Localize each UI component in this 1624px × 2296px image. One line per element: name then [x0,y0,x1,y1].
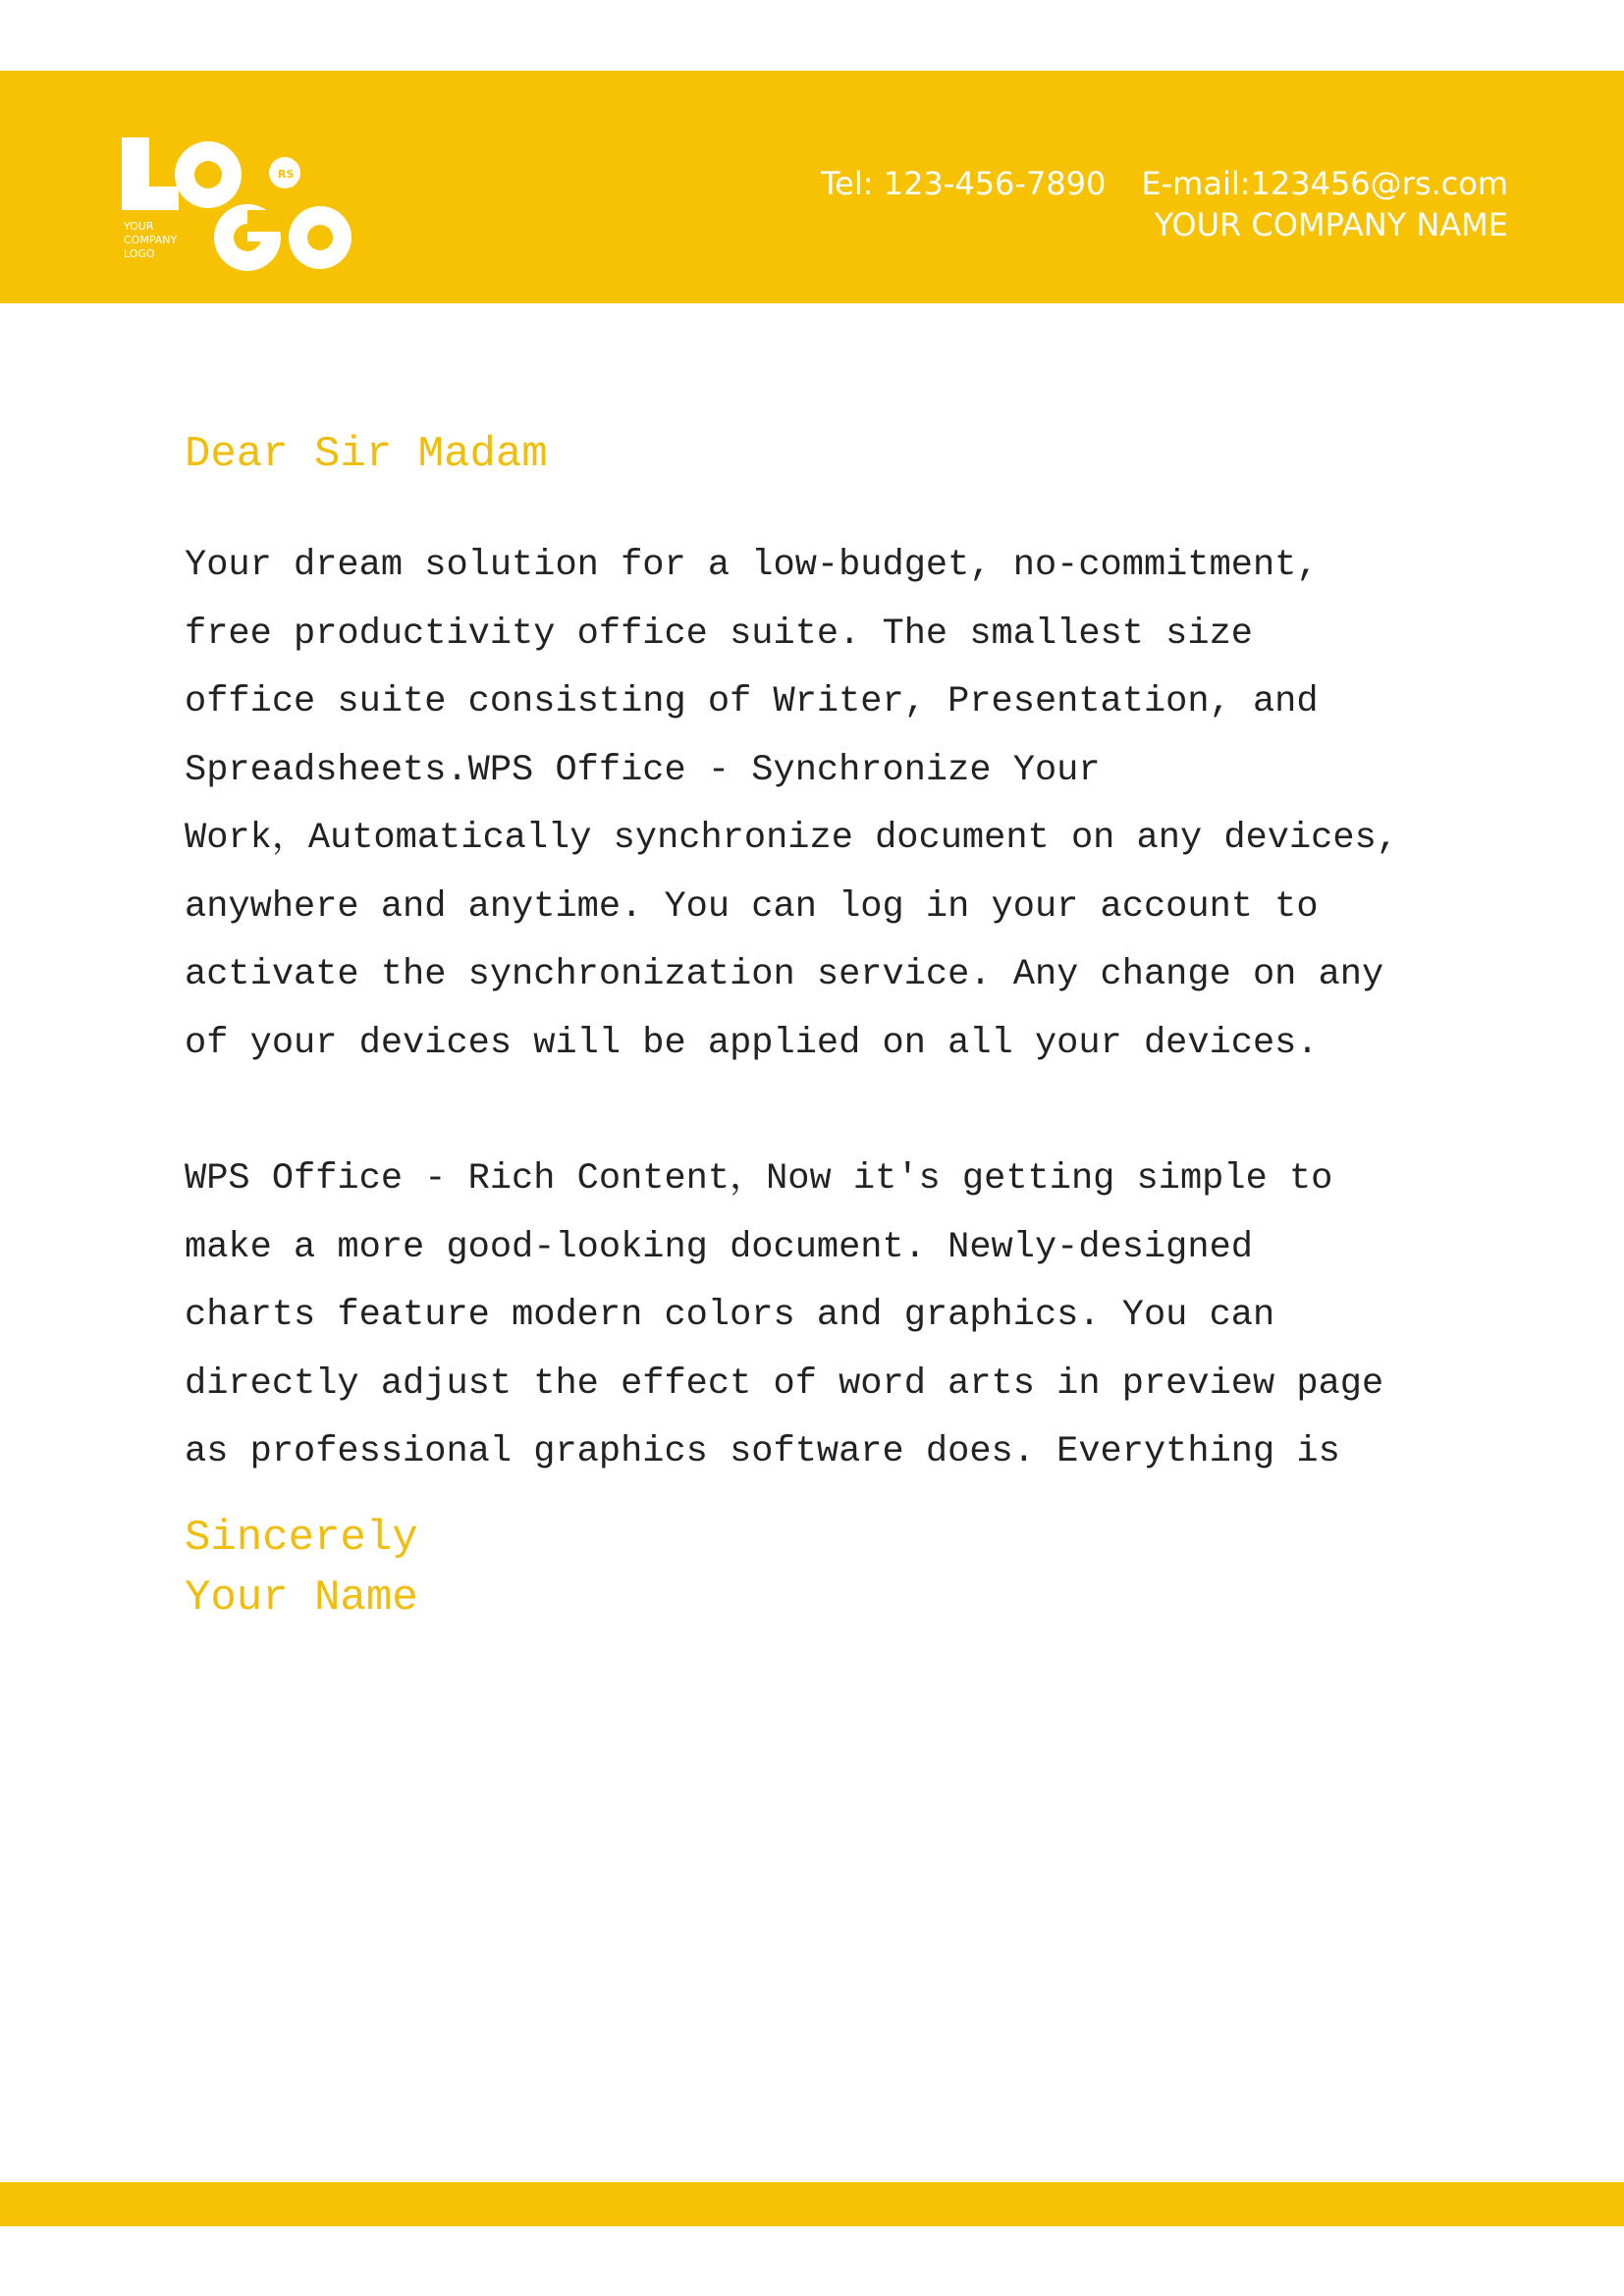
email-address[interactable]: E-mail:123456@rs.com [1141,165,1508,202]
footer-band [0,2182,1624,2226]
company-name: YOUR COMPANY NAME [1154,206,1508,243]
contact-row [821,163,1508,204]
logo-tagline-line3: LOGO [124,247,155,260]
signature-name: Your Name [185,1573,418,1623]
contact-block [821,163,1508,245]
paragraph-2: WPS Office - Rich Content，Now it's getting simple to make a more good-looking document. Newly-designed charts feature modern colors and graphics. You can directly adjust the effect of word arts in preview page as professional graphics software does. Everything is [185,1158,1384,1472]
logo-badge-text: RS [278,168,295,181]
closing-block [185,1509,1481,1629]
paragraph-1: Your dream solution for a low-budget, no-commitment, free productivity office suite. The smallest size office suite consisting of Writer, Presentation, and Spreadsheets.WPS Office - Synchronize Your Work，Automatically synchronize document on any devices, anywhere and anytime. You can log in your account to activate the synchronization service. Any change on any of your devices will be applied on all your devices. [185,545,1398,1064]
letter-body [185,420,1481,1629]
telephone: Tel: 123-456-7890 [821,165,1107,202]
company-logo [118,132,353,279]
logo-tagline-line1: YOUR [124,220,154,233]
closing: Sincerely [185,1513,418,1563]
logo-tagline-line2: COMPANY [124,234,178,246]
salutation: Dear Sir Madam [185,430,548,479]
